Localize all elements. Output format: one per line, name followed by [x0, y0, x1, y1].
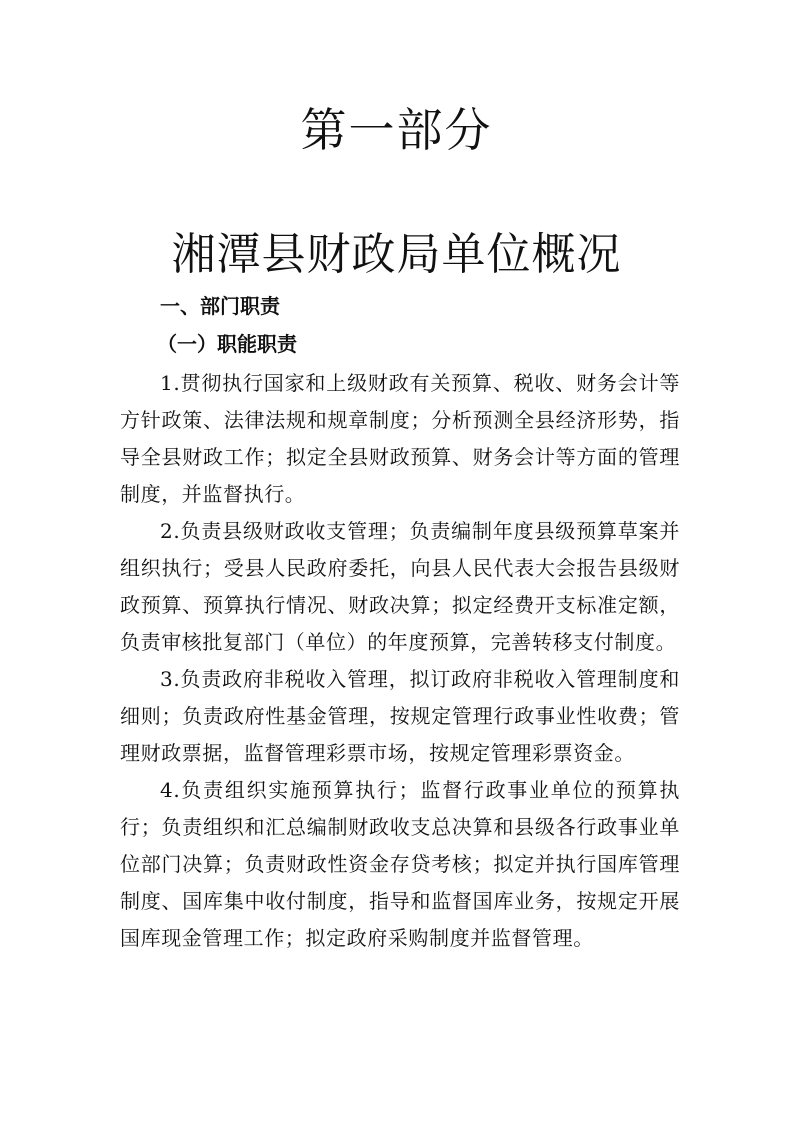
paragraph-duty-1: 1.贯彻执行国家和上级财政有关预算、税收、财务会计等方针政策、法律法规和规章制度；分析预测全县经济形势，指导全县财政工作；拟定全县财政预算、财务会计等方面的管理制度，并监督执行。 [120, 371, 680, 506]
unit-overview-title: 湘潭县财政局单位概况 [171, 229, 622, 280]
part-title: 第一部分 [300, 103, 493, 157]
section-heading-department-duties: 一、部门职责 [160, 294, 280, 318]
paragraph-duty-4: 4.负责组织实施预算执行；监督行政事业单位的预算执行；负责组织和汇总编制财政收支总决算和县级各行政事业单位部门决算；负责财政性资金存贷考核；拟定并执行国库管理制度、国库集中收付制度，指导和监督国库业务，按规定开展国库现金管理工作；拟定政府采购制度并监督管理。 [120, 778, 680, 950]
subsection-heading-functions: （一）职能职责 [157, 332, 297, 356]
paragraph-duty-2: 2.负责县级财政收支管理；负责编制年度县级预算草案并组织执行；受县人民政府委托，向县人民代表大会报告县级财政预算、预算执行情况、财政决算；拟定经费开支标准定额，负责审核批复部门（单位）的年度预算，完善转移支付制度。 [120, 519, 680, 654]
paragraph-duty-3: 3.负责政府非税收入管理，拟订政府非税收入管理制度和细则；负责政府性基金管理，按规定管理行政事业性收费；管理财政票据，监督管理彩票市场，按规定管理彩票资金。 [120, 667, 680, 765]
body-text [120, 365, 680, 957]
